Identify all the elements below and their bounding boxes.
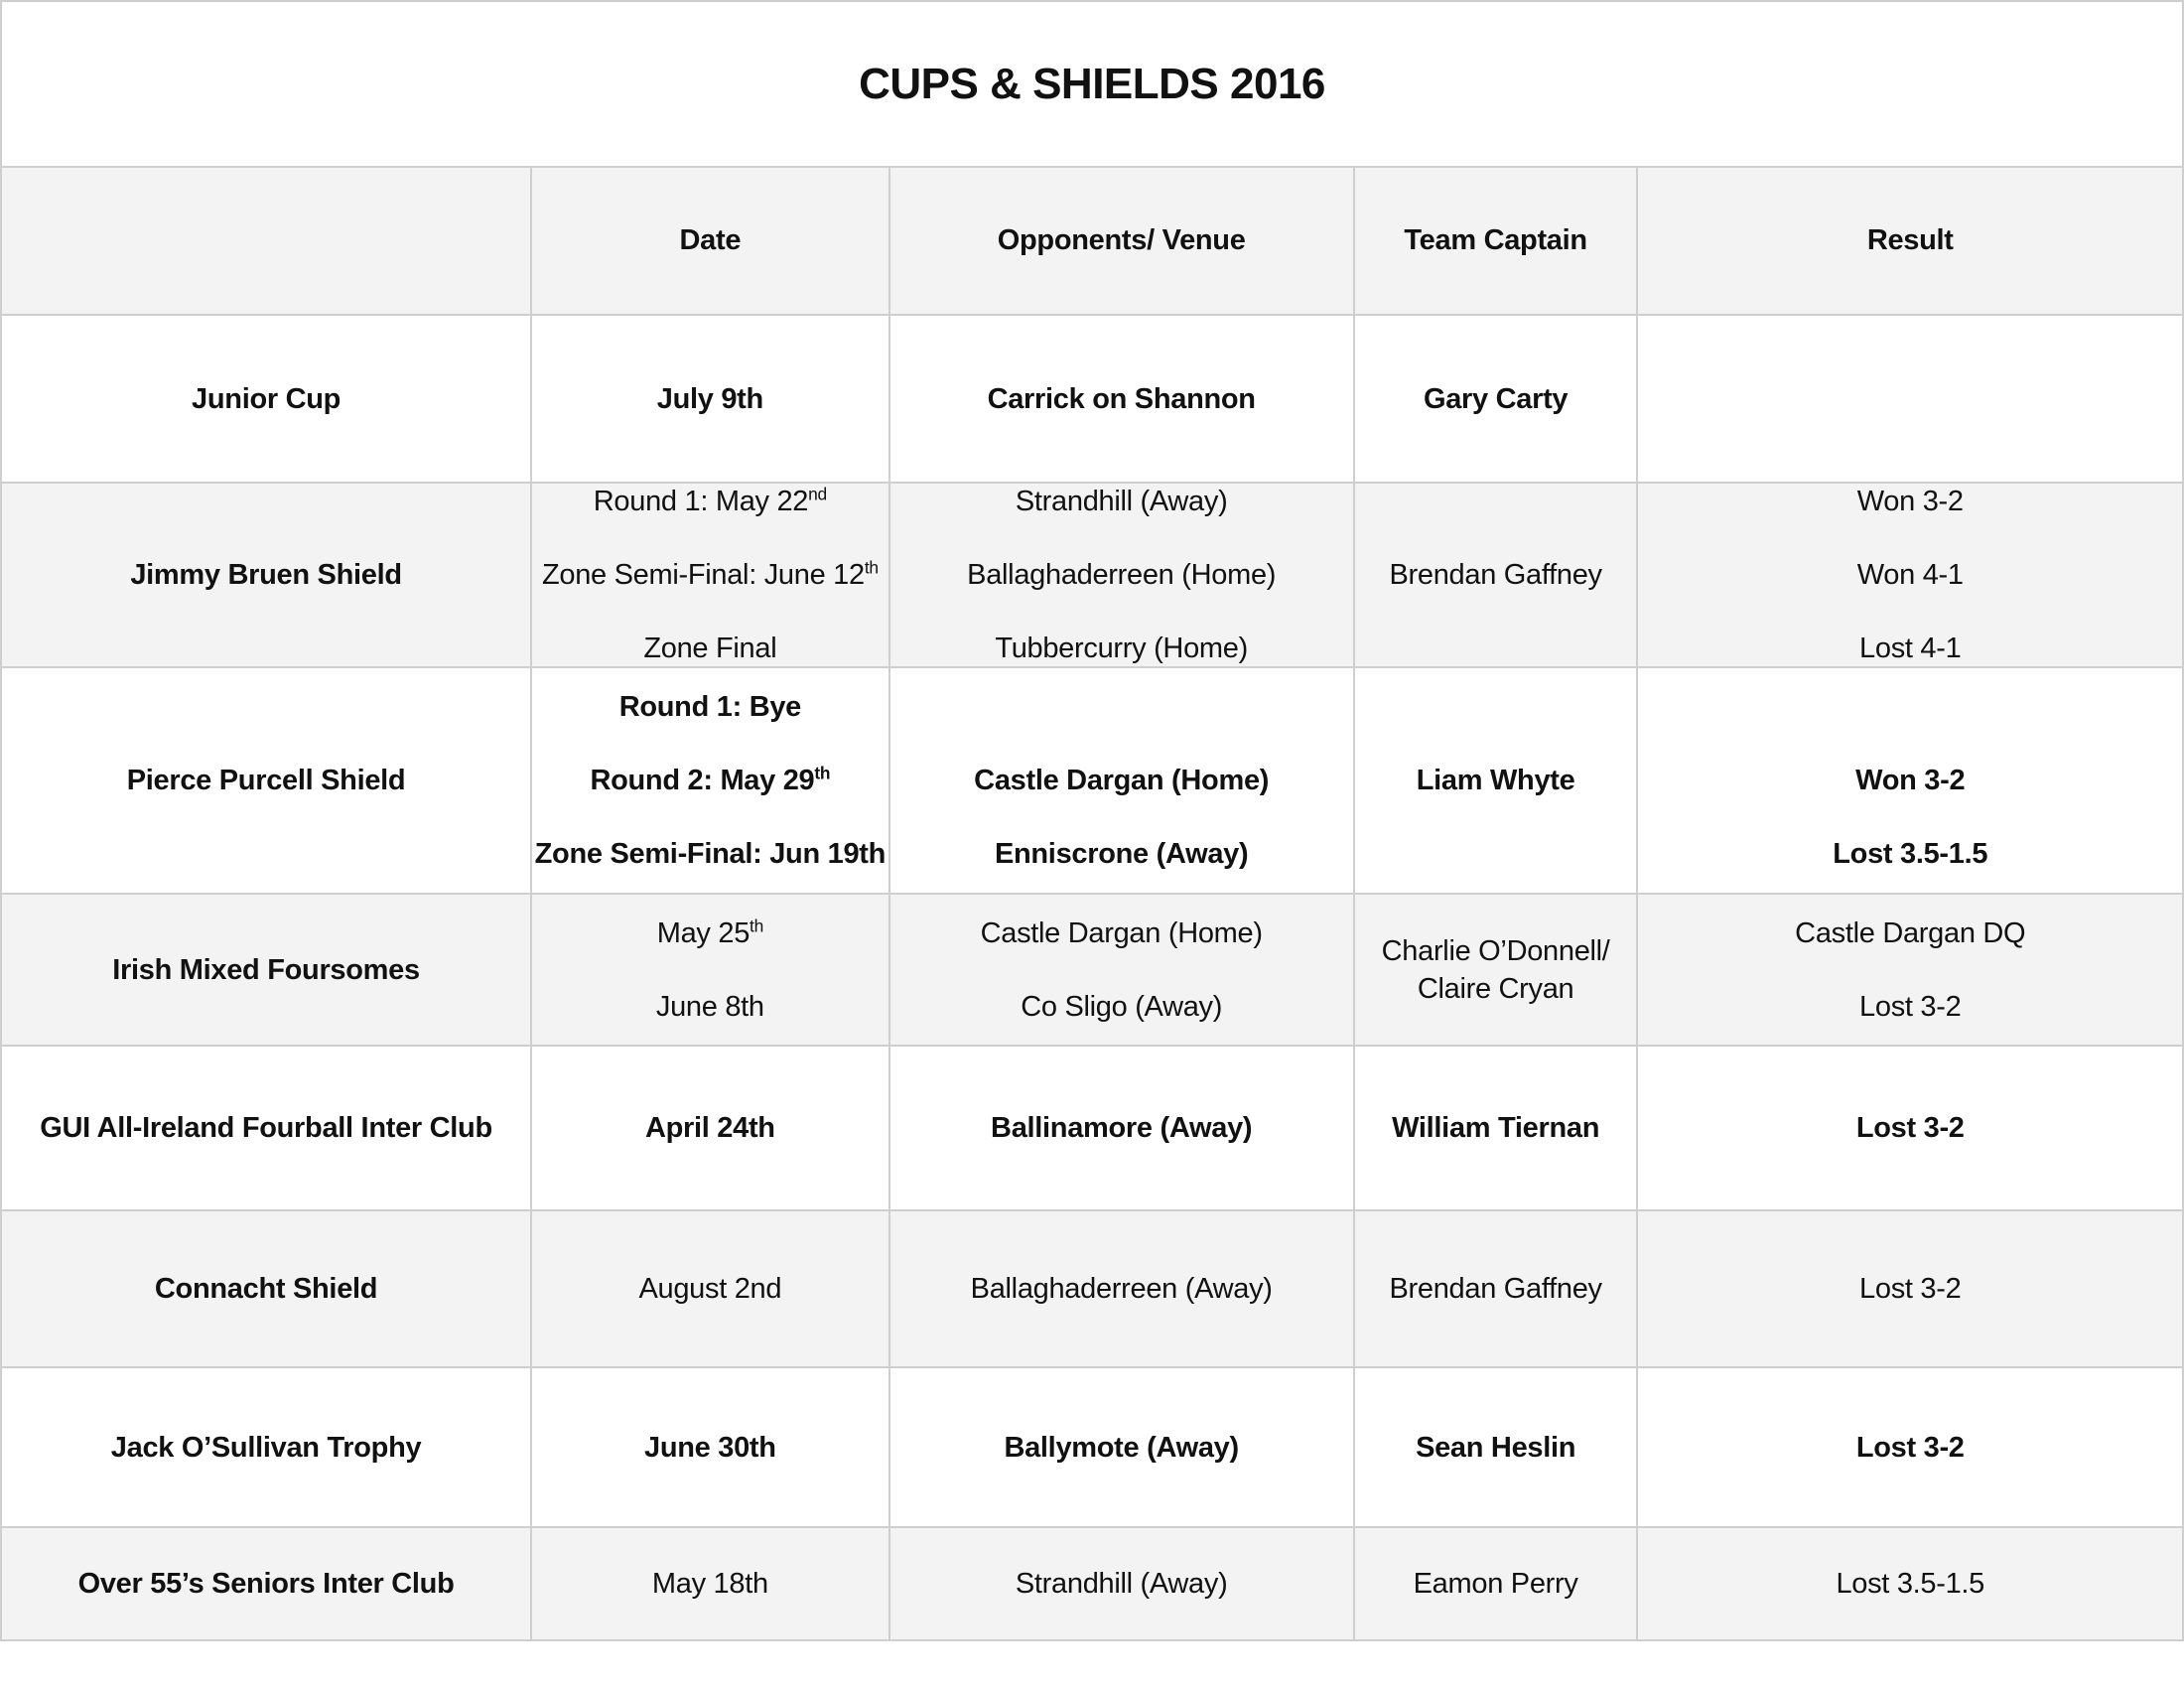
date-cell: May 18th (531, 1527, 888, 1640)
captain-cell: Liam Whyte (1354, 667, 1638, 894)
captain-cell: Eamon Perry (1354, 1527, 1638, 1640)
competition-name: GUI All-Ireland Fourball Inter Club (1, 1046, 531, 1210)
opponents-cell: Strandhill (Away) Ballaghaderreen (Home) Tubbercurry (Home) (889, 483, 1354, 667)
date-cell: Round 1: May 22nd Zone Semi-Final: June 12th Zone Final (531, 483, 888, 667)
page-title: CUPS & SHIELDS 2016 (1, 1, 2183, 167)
header-opponents-venue: Opponents/ Venue (889, 167, 1354, 315)
header-competition (1, 167, 531, 315)
table-row (1, 1210, 2183, 1367)
table-row (1, 1367, 2183, 1527)
table-row (1, 1046, 2183, 1210)
date-cell: April 24th (531, 1046, 888, 1210)
competition-name: Pierce Purcell Shield (1, 667, 531, 894)
date-cell: Round 1: Bye Round 2: May 29th Zone Semi-Final: Jun 19th (531, 667, 888, 894)
result-cell: Lost 3.5-1.5 (1637, 1527, 2183, 1640)
captain-cell: Gary Carty (1354, 315, 1638, 483)
table-row (1, 894, 2183, 1046)
captain-cell: Charlie O’Donnell/ Claire Cryan (1354, 894, 1638, 1046)
title-row (1, 1, 2183, 167)
header-result: Result (1637, 167, 2183, 315)
opponents-cell: Ballinamore (Away) (889, 1046, 1354, 1210)
result-cell: Lost 3-2 (1637, 1210, 2183, 1367)
result-cell: Lost 3-2 (1637, 1367, 2183, 1527)
header-team-captain: Team Captain (1354, 167, 1638, 315)
result-cell (1637, 315, 2183, 483)
opponents-cell: Castle Dargan (Home) Co Sligo (Away) (889, 894, 1354, 1046)
date-cell: August 2nd (531, 1210, 888, 1367)
opponents-cell: Ballymote (Away) (889, 1367, 1354, 1527)
result-cell: Won 3-2 Won 4-1 Lost 4-1 (1637, 483, 2183, 667)
competition-name: Connacht Shield (1, 1210, 531, 1367)
opponents-cell: Strandhill (Away) (889, 1527, 1354, 1640)
opponents-cell: Carrick on Shannon (889, 315, 1354, 483)
header-row (1, 167, 2183, 315)
opponents-cell: Ballaghaderreen (Away) (889, 1210, 1354, 1367)
table-row (1, 667, 2183, 894)
opponents-cell: Castle Dargan (Home) Enniscrone (Away) (889, 667, 1354, 894)
captain-cell: Brendan Gaffney (1354, 1210, 1638, 1367)
competition-name: Jack O’Sullivan Trophy (1, 1367, 531, 1527)
captain-cell: Sean Heslin (1354, 1367, 1638, 1527)
date-cell: June 30th (531, 1367, 888, 1527)
competition-name: Over 55’s Seniors Inter Club (1, 1527, 531, 1640)
table-row (1, 1527, 2183, 1640)
competition-name: Irish Mixed Foursomes (1, 894, 531, 1046)
captain-cell: William Tiernan (1354, 1046, 1638, 1210)
table-row (1, 315, 2183, 483)
date-cell: May 25th June 8th (531, 894, 888, 1046)
result-cell: Won 3-2 Lost 3.5-1.5 (1637, 667, 2183, 894)
competition-name: Junior Cup (1, 315, 531, 483)
result-cell: Lost 3-2 (1637, 1046, 2183, 1210)
result-cell: Castle Dargan DQ Lost 3-2 (1637, 894, 2183, 1046)
captain-cell: Brendan Gaffney (1354, 483, 1638, 667)
header-date: Date (531, 167, 888, 315)
competition-name: Jimmy Bruen Shield (1, 483, 531, 667)
date-cell: July 9th (531, 315, 888, 483)
table-row (1, 483, 2183, 667)
